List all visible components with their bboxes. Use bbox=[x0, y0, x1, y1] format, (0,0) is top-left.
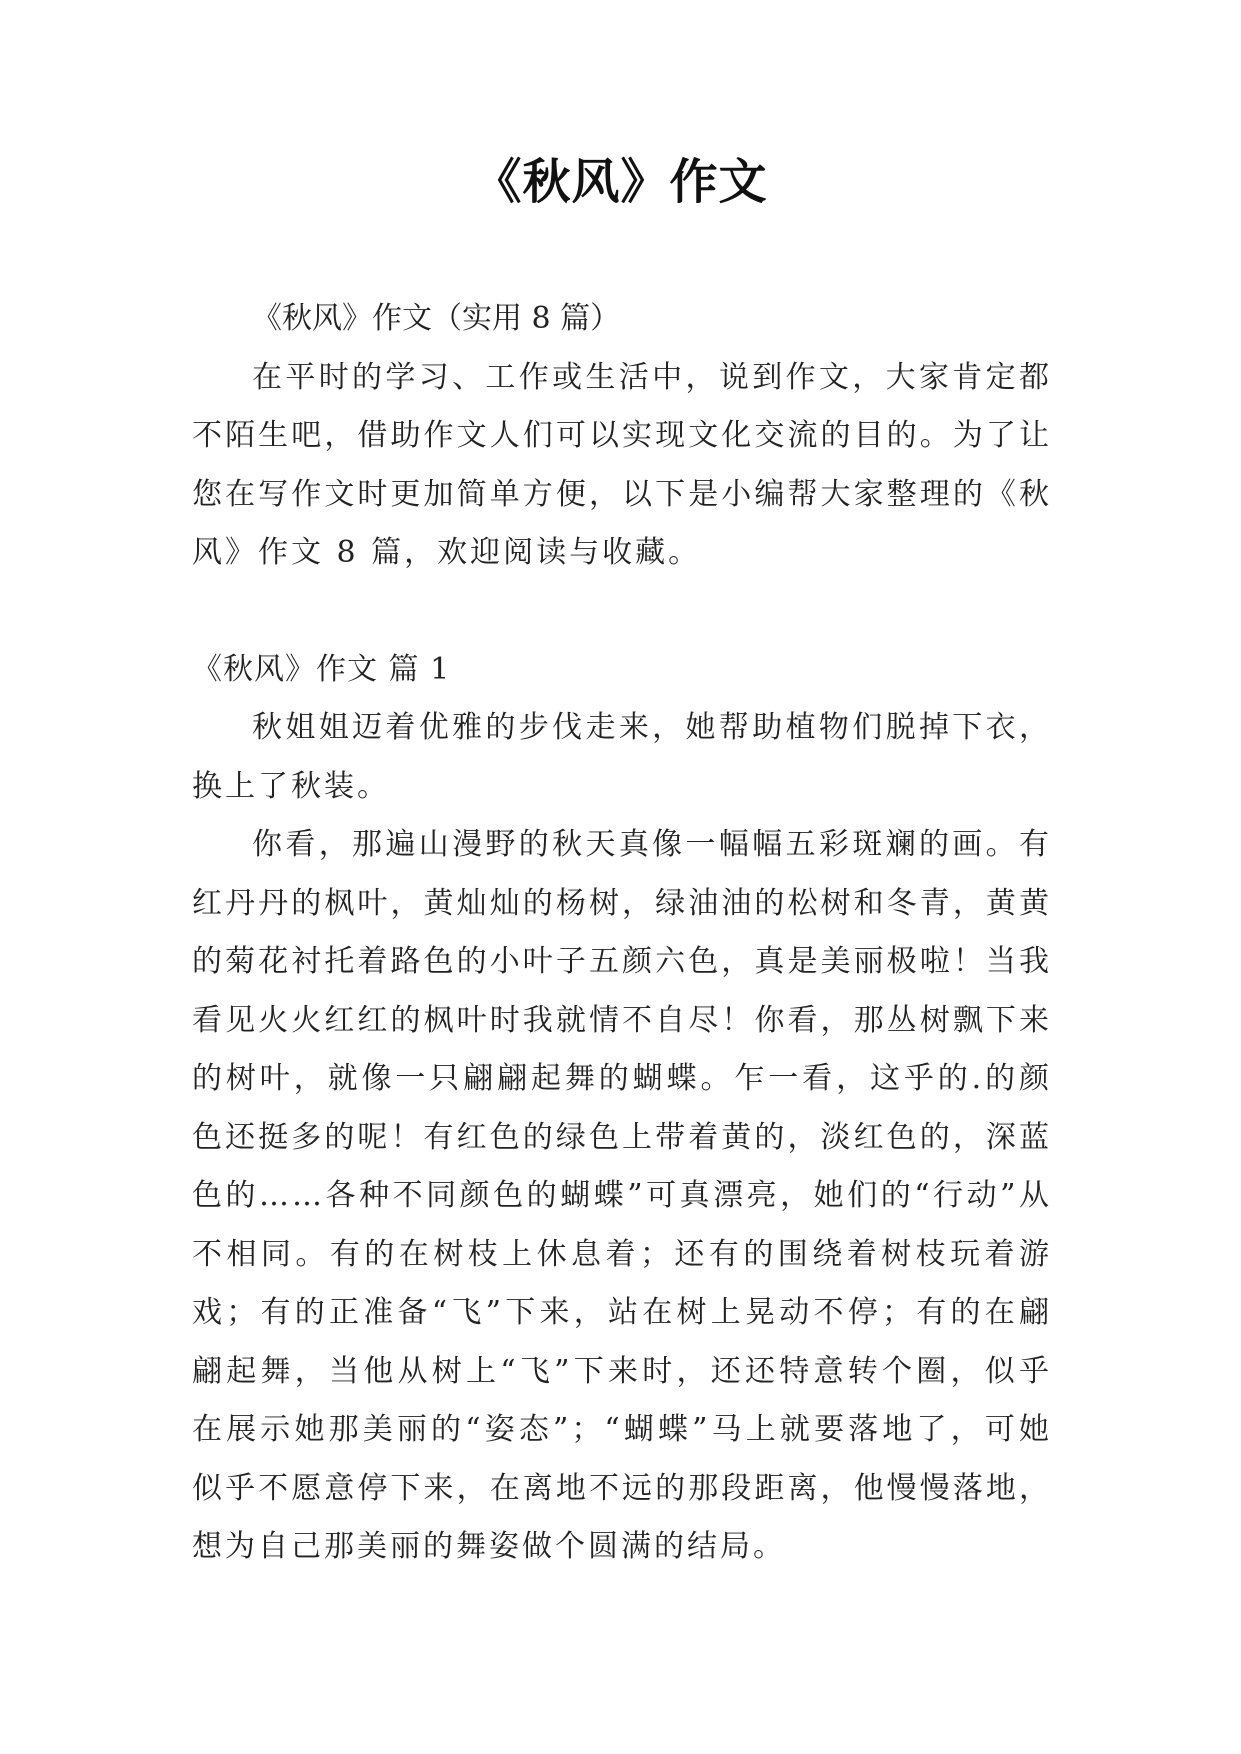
section-paragraph: 秋姐姐迈着优雅的步伐走来，她帮助植物们脱掉下衣，换上了秋装。 bbox=[192, 710, 1052, 804]
document-subtitle: 《秋风》作文（实用 8 篇） bbox=[252, 301, 621, 336]
document-body bbox=[192, 290, 1052, 1577]
intro-paragraph: 在平时的学习、工作或生活中，说到作文，大家肯定都不陌生吧，借助作文人们可以实现文化交流的目的。为了让您在写作文时更加简单方便，以下是小编帮大家整理的《秋风》作文 8 篇，欢迎阅读与收藏。 bbox=[192, 359, 1052, 570]
document-title: 《秋风》作文 bbox=[473, 154, 768, 210]
section-spacer bbox=[192, 583, 1052, 641]
section-heading: 《秋风》作文 篇 1 bbox=[192, 651, 451, 687]
section-paragraph: 你看，那遍山漫野的秋天真像一幅幅五彩斑斓的画。有红丹丹的枫叶，黄灿灿的杨树，绿油油的松树和冬青，黄黄的菊花衬托着路色的小叶子五颜六色，真是美丽极啦！当我看见火火红红的枫叶时我就情不自尽！你看，那丛树飘下来的树叶，就像一只翩翩起舞的蝴蝶。乍一看，这乎的.的颜色还挺多的呢！有红色的绿色上带着黄的，淡红色的，深蓝色的……各种不同颜色的蝴蝶”可真漂亮，她们的“行动”从不相同。有的在树枝上休息着；还有的围绕着树枝玩着游戏；有的正准备“飞”下来，站在树上晃动不停；有的在翩翩起舞，当他从树上“飞”下来时，还还特意转个圈，似乎在展示她那美丽的“姿态”；“蝴蝶”马上就要落地了，可她似乎不愿意停下来，在离地不远的那段距离，他慢慢落地，想为自己那美丽的舞姿做个圆满的结局。 bbox=[192, 827, 1052, 1564]
